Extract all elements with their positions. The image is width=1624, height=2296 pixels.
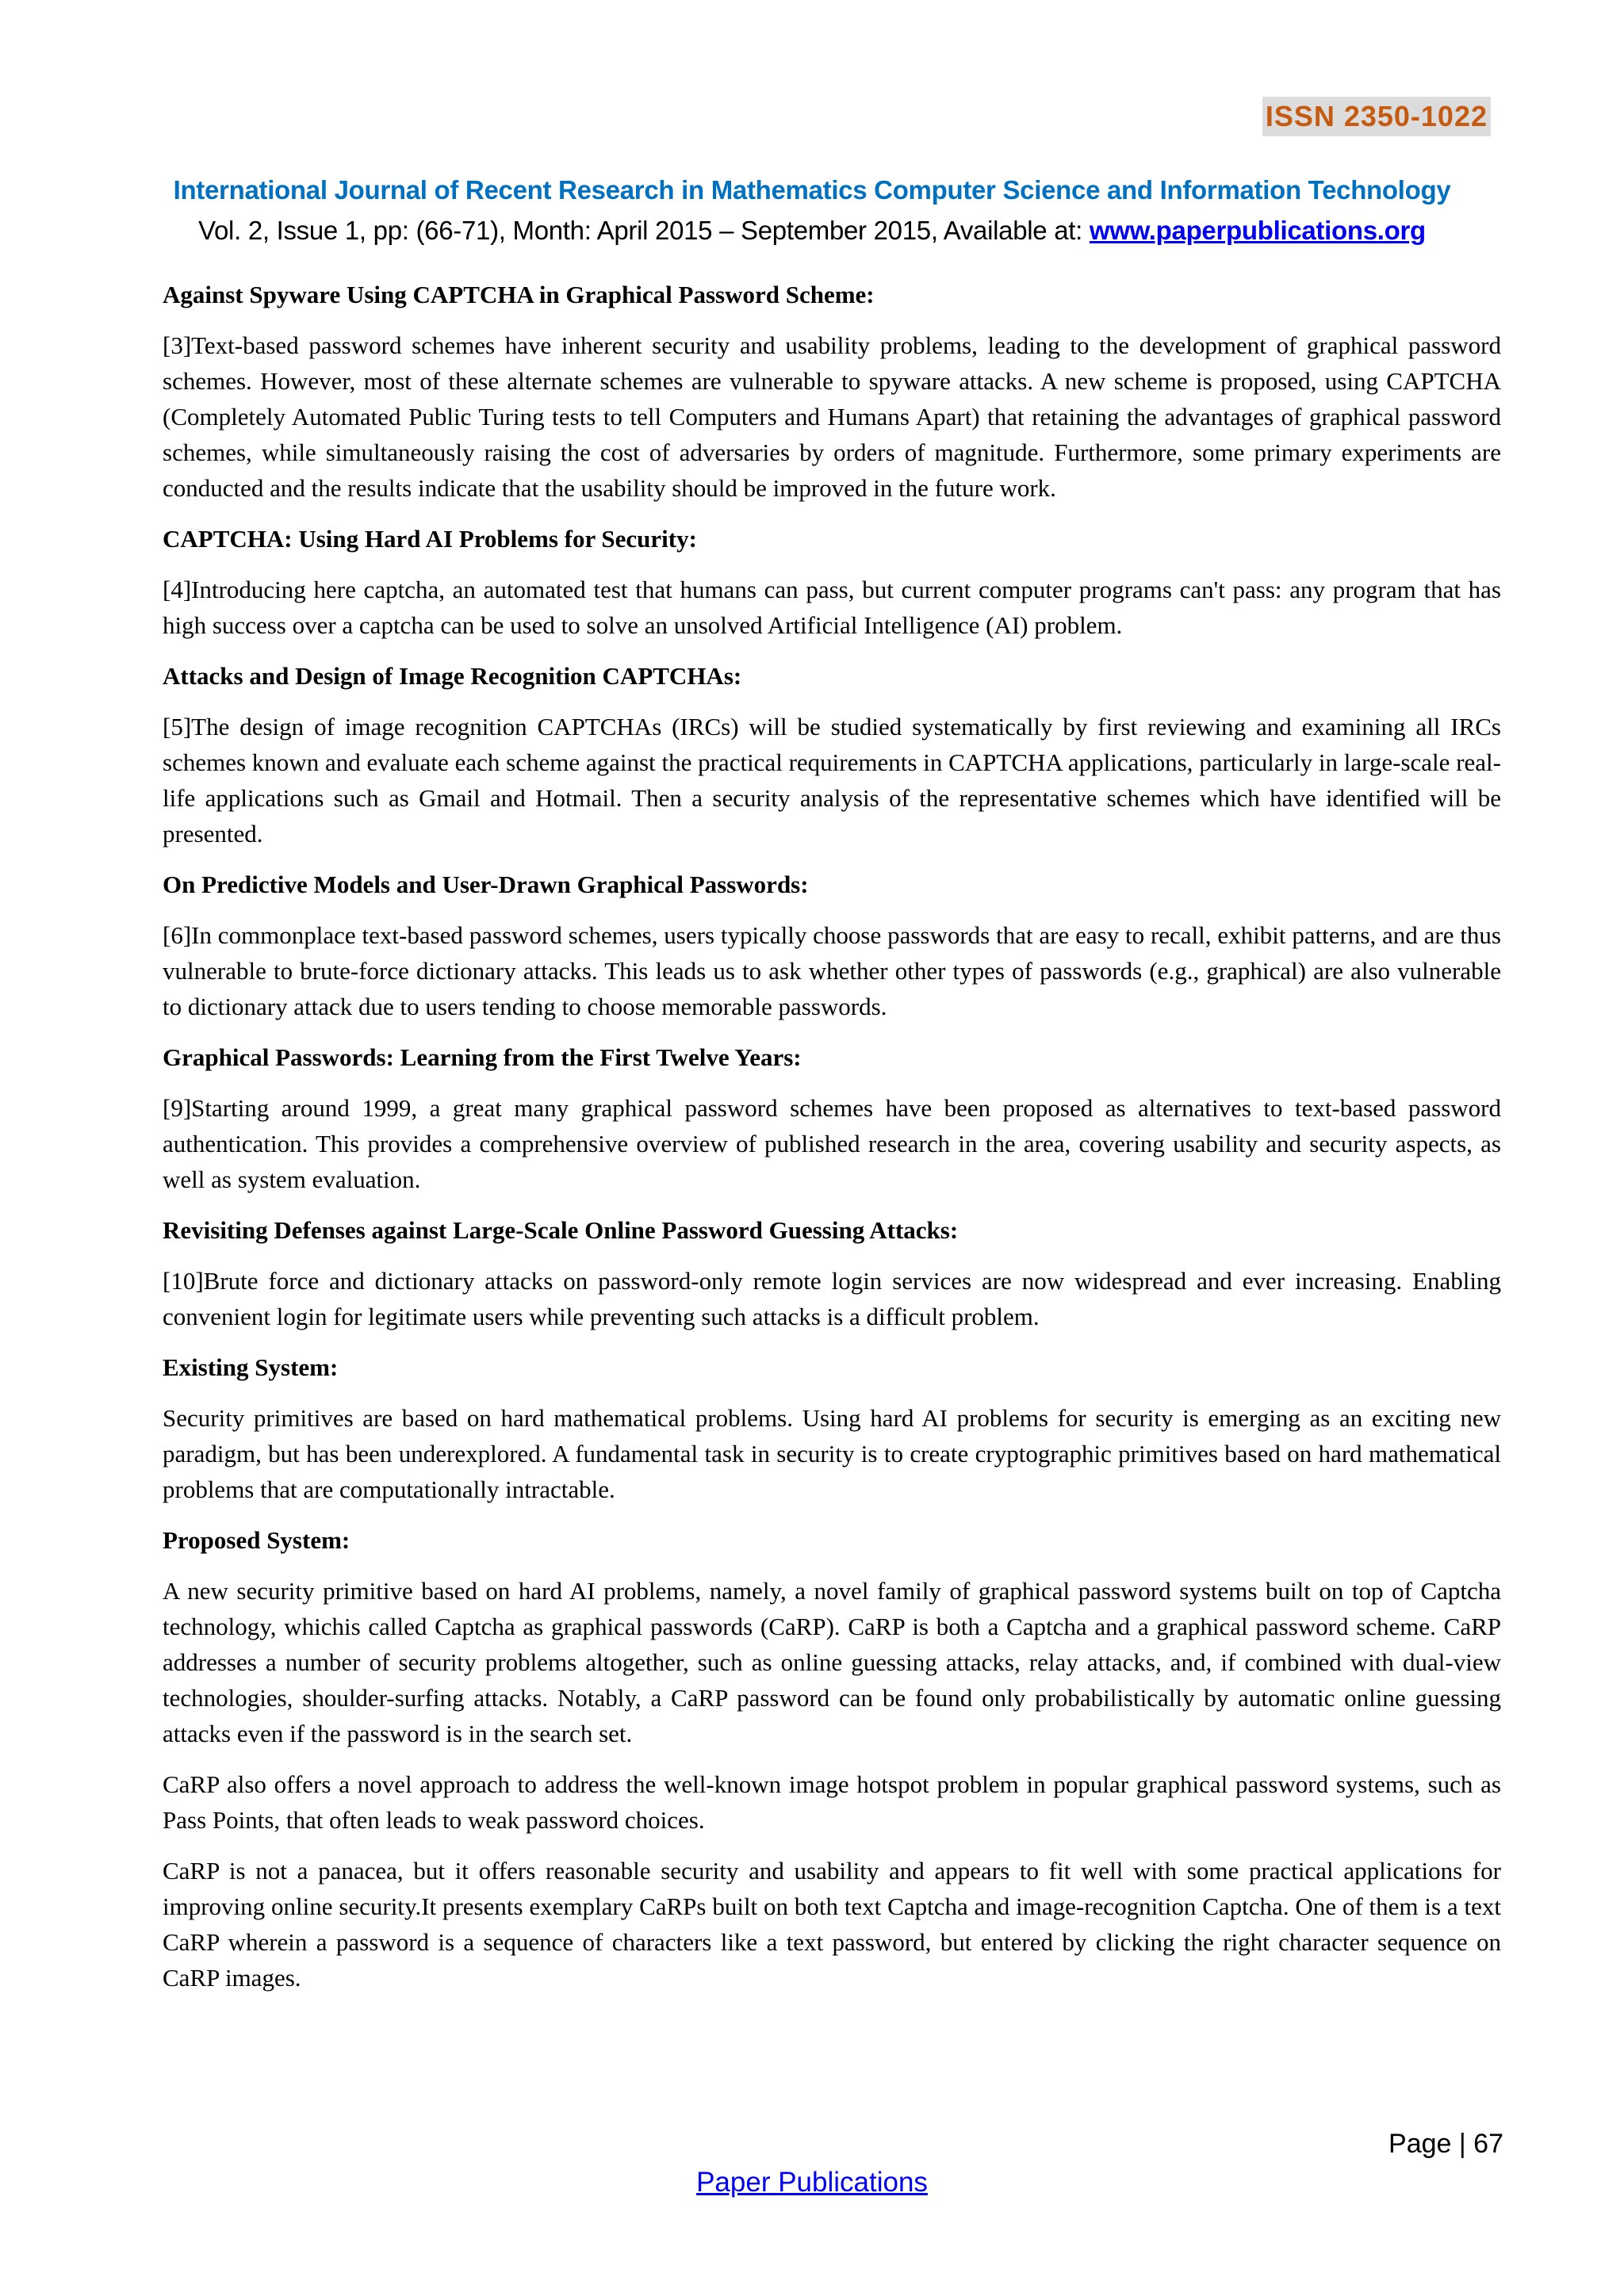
section-paragraph: A new security primitive based on hard AI problems, namely, a novel family of graphical password systems built on top of Captcha technology, whichis called Captcha as graphical passwords (CaRP). CaRP is both a Captcha and a graphical password scheme. CaRP addresses a number of security problems altogether, such as online guessing attacks, relay attacks, and, if combined with dual-view technologies, shoulder-surfing attacks. Notably, a CaRP password can be found only probabilistically by automatic online guessing attacks even if the password is in the search set. [163, 1577, 1501, 1747]
section-heading: On Predictive Models and User-Drawn Graphical Passwords: [163, 871, 809, 898]
section-paragraph: [6]In commonplace text-based password schemes, users typically choose passwords that are easy to recall, exhibit patterns, and are thus vulnerable to brute-force dictionary attacks. This leads us to ask whether other types of passwords (e.g., graphical) are also vulnerable to dictionary attack due to users tending to choose memorable passwords. [163, 921, 1501, 1020]
journal-title: International Journal of Recent Research in Mathematics Computer Science and Information Technology [173, 175, 1451, 205]
publisher-link[interactable]: Paper Publications [696, 2167, 928, 2198]
section-paragraph: Security primitives are based on hard mathematical problems. Using hard AI problems for security is emerging as an exciting new paradigm, but has been underexplored. A fundamental task in security is to create cryptographic primitives based on hard mathematical problems that are computationally intractable. [163, 1404, 1501, 1503]
section-paragraph: [4]Introducing here captcha, an automated test that humans can pass, but current computer programs can't pass: any program that has high success over a captcha can be used to solve an unsolved Artificial Intelligence (AI) problem. [163, 576, 1501, 639]
section-paragraph: CaRP also offers a novel approach to address the well-known image hotspot problem in popular graphical password systems, such as Pass Points, that often leads to weak password choices. [163, 1770, 1501, 1834]
section-paragraph: [5]The design of image recognition CAPTCHAs (IRCs) will be studied systematically by first reviewing and examining all IRCs schemes known and evaluate each scheme against the practical requirements in CAPTCHA applications, particularly in large-scale real-life applications such as Gmail and Hotmail. Then a security analysis of the representative schemes which have identified will be presented. [163, 713, 1501, 848]
section-paragraph: CaRP is not a panacea, but it offers reasonable security and usability and appears to fit well with some practical applications for improving online security.It presents exemplary CaRPs built on both text Captcha and image-recognition Captcha. One of them is a text CaRP wherein a password is a sequence of characters like a text password, but entered by clicking the right character sequence on CaRP images. [163, 1857, 1501, 1992]
section-heading: Against Spyware Using CAPTCHA in Graphical Password Scheme: [163, 281, 875, 308]
section-heading: Revisiting Defenses against Large-Scale Online Password Guessing Attacks: [163, 1216, 959, 1244]
section-heading: Attacks and Design of Image Recognition CAPTCHAs: [163, 662, 742, 690]
journal-header [127, 170, 1497, 251]
main-content [163, 277, 1501, 2011]
journal-website-link[interactable]: www.paperpublications.org [1089, 216, 1426, 245]
journal-meta-text: Vol. 2, Issue 1, pp: (66-71), Month: April 2015 – September 2015, Available at: [198, 216, 1090, 245]
section-heading: Proposed System: [163, 1526, 350, 1554]
journal-meta [127, 211, 1497, 251]
section-heading: CAPTCHA: Using Hard AI Problems for Security: [163, 525, 697, 553]
section-paragraph: [3]Text-based password schemes have inherent security and usability problems, leading to the development of graphical password schemes. However, most of these alternate schemes are vulnerable to spyware attacks. A new scheme is proposed, using CAPTCHA (Completely Automated Public Turing tests to tell Computers and Humans Apart) that retaining the advantages of graphical password schemes, while simultaneously raising the cost of adversaries by orders of magnitude. Furthermore, some primary experiments are conducted and the results indicate that the usability should be improved in the future work. [163, 331, 1501, 502]
section-heading: Existing System: [163, 1353, 339, 1381]
section-heading: Graphical Passwords: Learning from the First Twelve Years: [163, 1043, 802, 1071]
issn-badge: ISSN 2350-1022 [1262, 97, 1491, 136]
page-number: Page | 67 [1388, 2129, 1503, 2159]
section-paragraph: [10]Brute force and dictionary attacks on password-only remote login services are now widespread and ever increasing. Enabling convenient login for legitimate users while preventing such attacks is a difficult problem. [163, 1267, 1501, 1330]
section-paragraph: [9]Starting around 1999, a great many graphical password schemes have been proposed as alternatives to text-based password authentication. This provides a comprehensive overview of published research in the area, covering usability and security aspects, as well as system evaluation. [163, 1094, 1501, 1193]
